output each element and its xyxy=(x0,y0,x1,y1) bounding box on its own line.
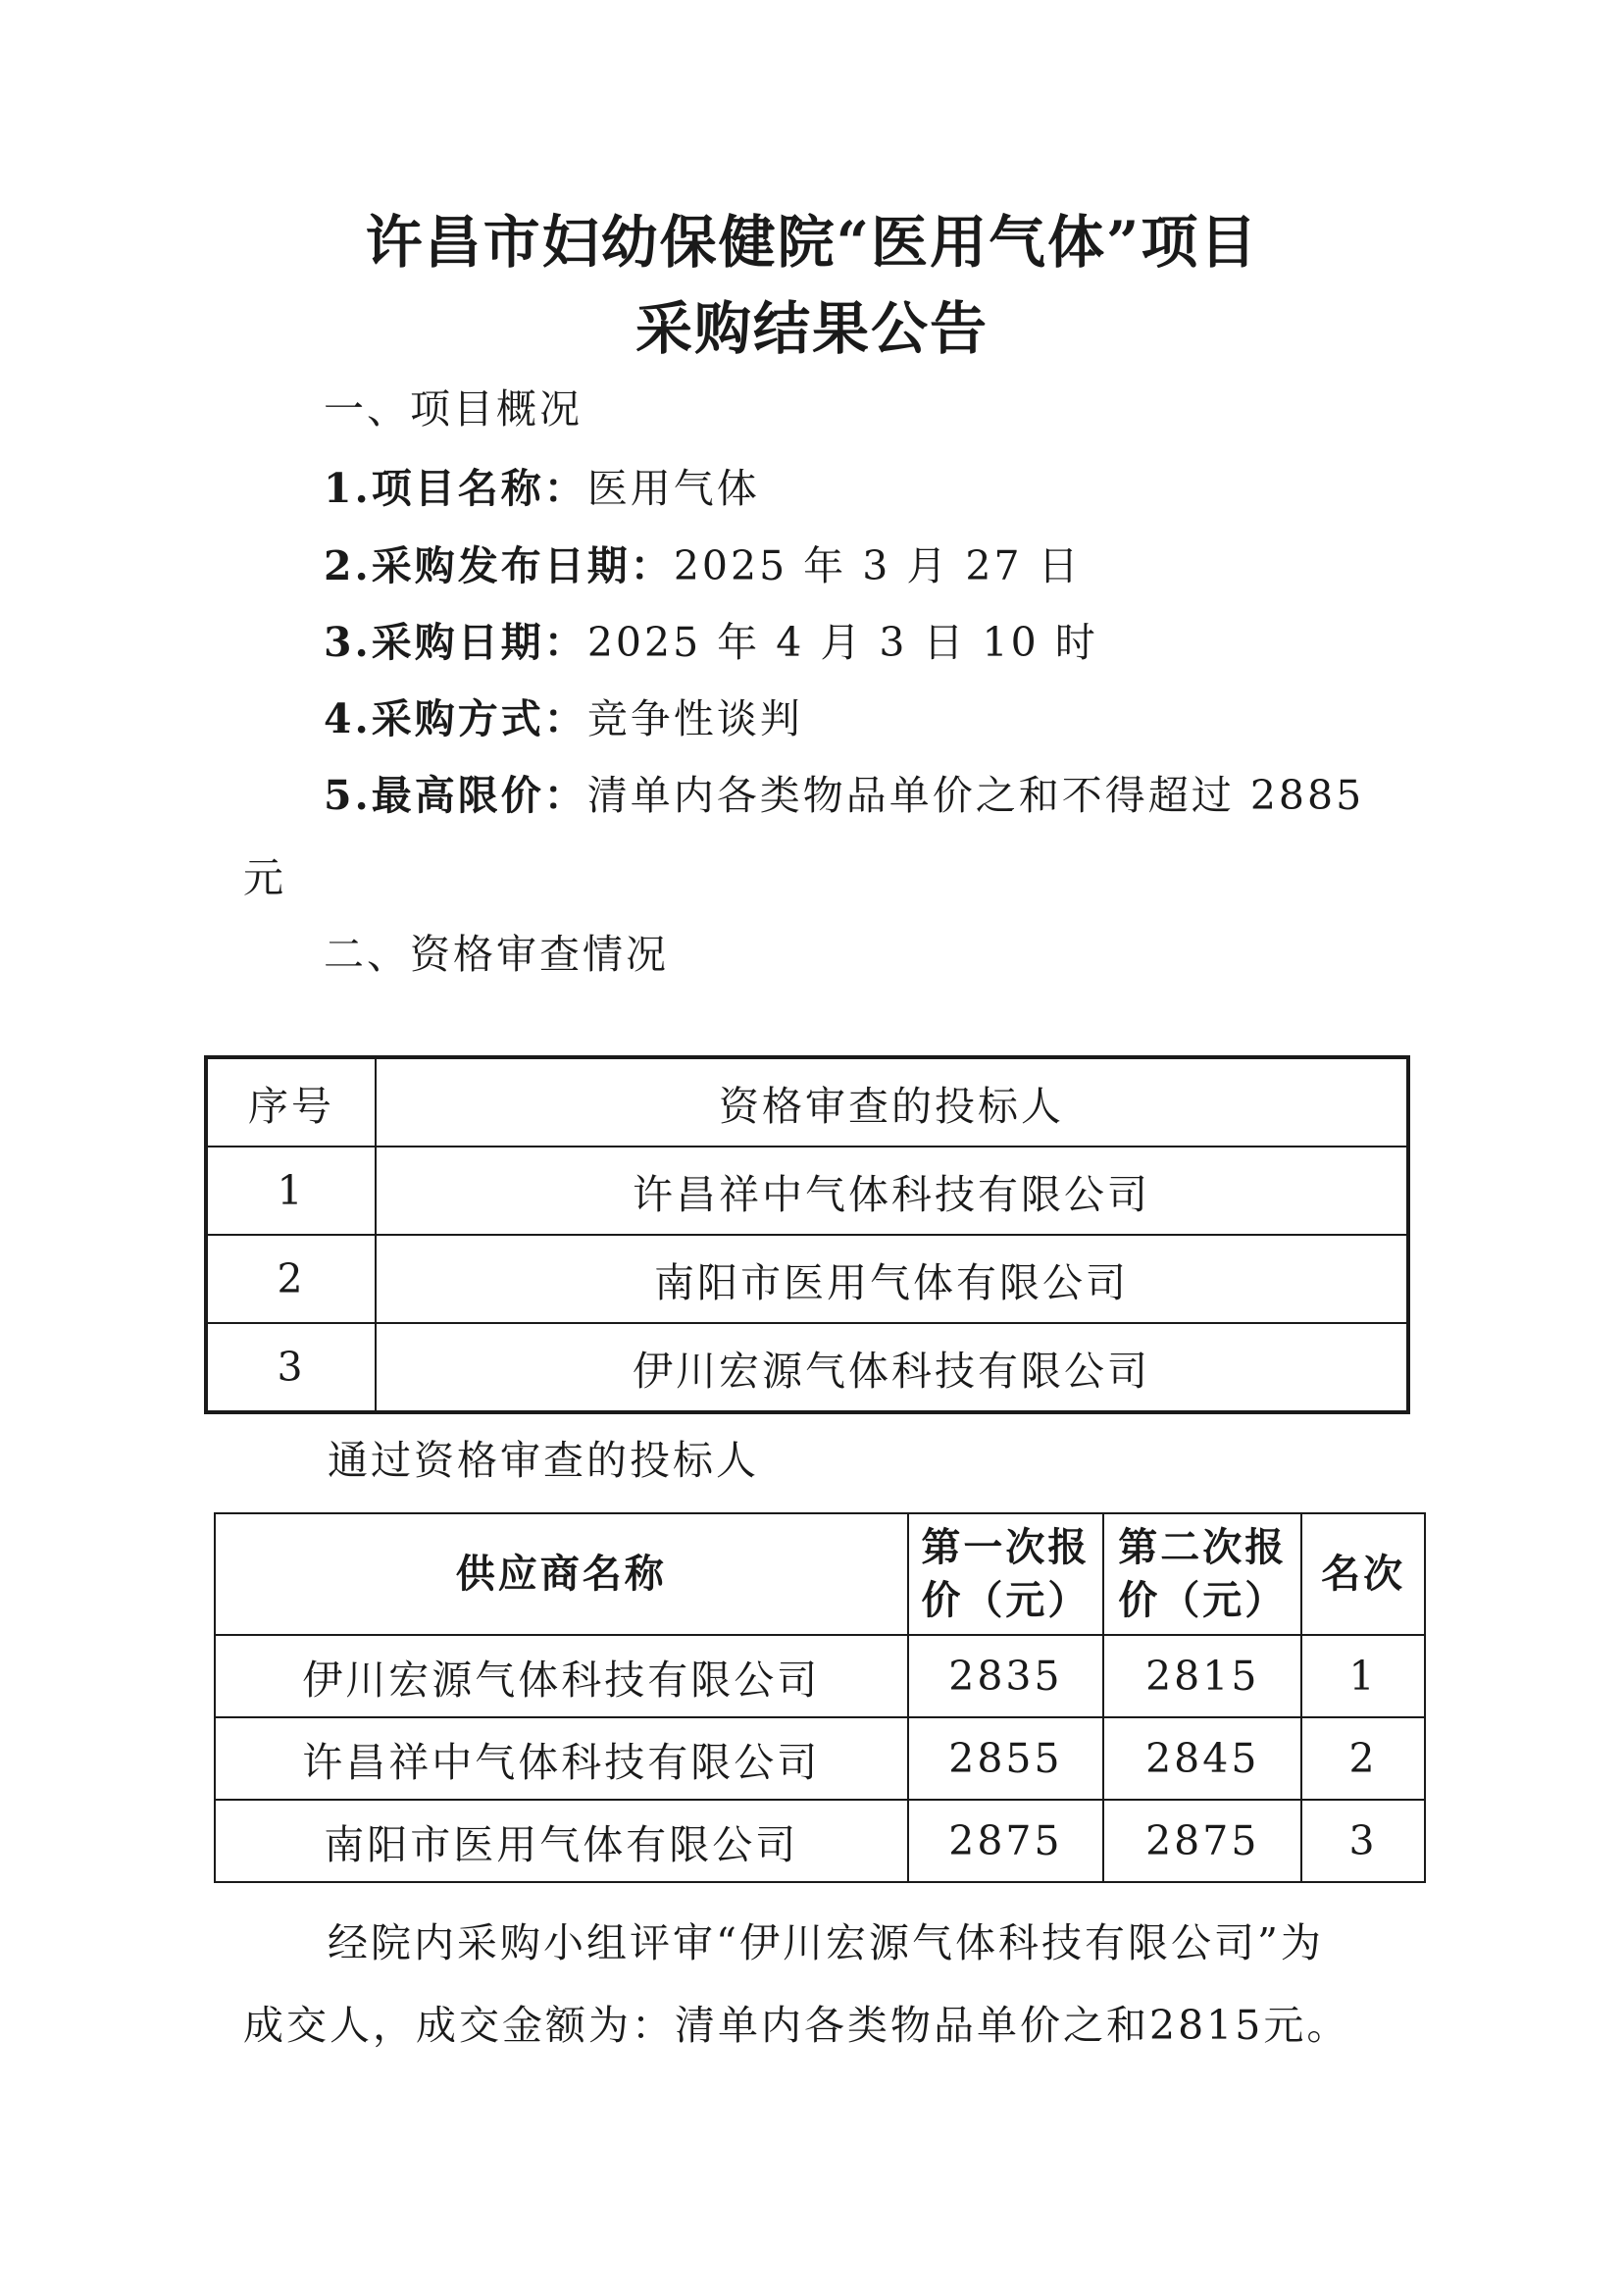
quotation-table xyxy=(214,1512,1426,1883)
cell-index: 1 xyxy=(206,1147,376,1235)
header-rank: 名次 xyxy=(1301,1513,1425,1635)
passed-bidders-label: 通过资格审查的投标人 xyxy=(328,1437,759,1484)
cell-rank: 2 xyxy=(1301,1717,1425,1800)
cell-second-quote: 2875 xyxy=(1103,1800,1301,1882)
cell-bidder: 许昌祥中气体科技有限公司 xyxy=(376,1147,1408,1235)
cell-supplier: 许昌祥中气体科技有限公司 xyxy=(215,1717,908,1800)
header-index: 序号 xyxy=(206,1057,376,1147)
document-title-line1: 许昌市妇幼保健院“医用气体”项目 xyxy=(365,209,1259,276)
item-value: 竞争性谈判 xyxy=(586,695,803,742)
item-label: 4.采购方式： xyxy=(324,695,587,742)
table-row xyxy=(215,1717,1425,1800)
cell-index: 2 xyxy=(206,1235,376,1323)
section2-heading: 二、资格审查情况 xyxy=(324,931,669,978)
header-bidder: 资格审查的投标人 xyxy=(376,1057,1408,1147)
document-title-line2: 采购结果公告 xyxy=(634,295,989,362)
cell-index: 3 xyxy=(206,1323,376,1412)
header-first-quote: 第一次报价（元） xyxy=(908,1513,1104,1635)
conclusion-line1: 经院内采购小组评审“伊川宏源气体科技有限公司”为 xyxy=(328,1919,1324,1966)
qualification-table xyxy=(204,1055,1410,1414)
header-second-quote: 第二次报价（元） xyxy=(1103,1513,1301,1635)
item-value: 2025 年 3 月 27 日 xyxy=(673,542,1082,589)
item-procurement-method xyxy=(324,687,803,744)
item-label: 1.项目名称： xyxy=(324,465,587,512)
cell-first-quote: 2875 xyxy=(908,1800,1104,1882)
item-procurement-date xyxy=(324,610,1098,668)
item-label: 3.采购日期： xyxy=(324,619,587,666)
cell-supplier: 南阳市医用气体有限公司 xyxy=(215,1800,908,1882)
cell-supplier: 伊川宏源气体科技有限公司 xyxy=(215,1635,908,1717)
item-label: 2.采购发布日期： xyxy=(324,542,674,589)
cell-second-quote: 2845 xyxy=(1103,1717,1301,1800)
conclusion-line2: 成交人，成交金额为：清单内各类物品单价之和2815元。 xyxy=(243,2002,1350,2049)
cell-rank: 1 xyxy=(1301,1635,1425,1717)
item-value: 清单内各类物品单价之和不得超过 2885 xyxy=(586,772,1365,819)
table-row xyxy=(206,1235,1408,1323)
item-value: 2025 年 4 月 3 日 10 时 xyxy=(586,619,1098,666)
cell-first-quote: 2855 xyxy=(908,1717,1104,1800)
item-project-name xyxy=(324,456,760,514)
item-publish-date xyxy=(324,534,1082,591)
item-max-price-cont: 元 xyxy=(243,854,286,901)
item-label: 5.最高限价： xyxy=(324,772,587,819)
cell-rank: 3 xyxy=(1301,1800,1425,1882)
table-header-row xyxy=(206,1057,1408,1147)
cell-second-quote: 2815 xyxy=(1103,1635,1301,1717)
table-row xyxy=(206,1323,1408,1412)
table-header-row xyxy=(215,1513,1425,1635)
section1-heading: 一、项目概况 xyxy=(324,385,583,433)
cell-bidder: 伊川宏源气体科技有限公司 xyxy=(376,1323,1408,1412)
table-row xyxy=(215,1635,1425,1717)
cell-bidder: 南阳市医用气体有限公司 xyxy=(376,1235,1408,1323)
table-row xyxy=(215,1800,1425,1882)
item-value: 医用气体 xyxy=(586,465,760,512)
header-supplier: 供应商名称 xyxy=(215,1513,908,1635)
item-max-price xyxy=(324,763,1364,821)
table-row xyxy=(206,1147,1408,1235)
cell-first-quote: 2835 xyxy=(908,1635,1104,1717)
